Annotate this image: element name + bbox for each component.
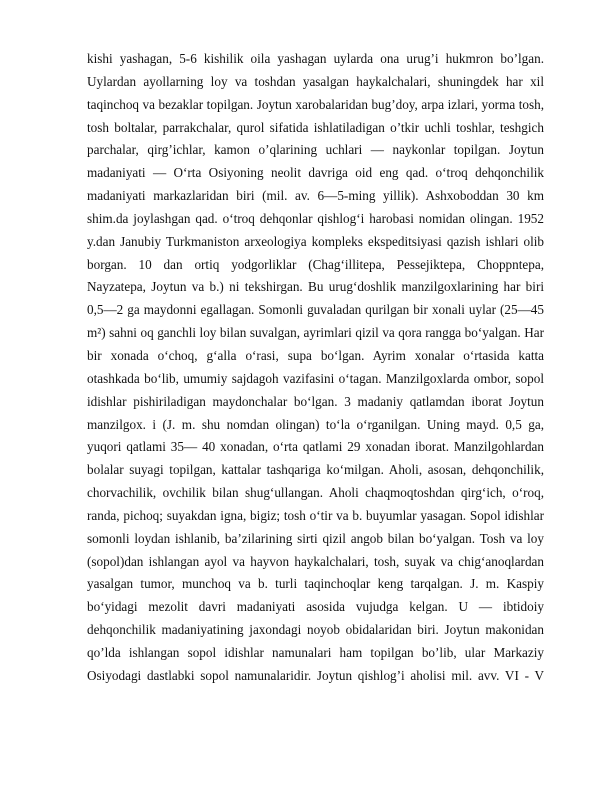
text-line: tosh boltalar, parrakchalar, qurol sifatida ishlatiladigan o’tkir uchli toshlar, teshgich: [87, 119, 544, 135]
text-line: m²) sahni oq ganchli loy bilan suvalgan, ayrimlari qizil va qora rangga boʻyalgan. Har: [87, 325, 544, 341]
text-line: Nayzatepa, Joytun va b.) ni tekshirgan. Bu urugʻdoshlik manzilgoxlarining har biri: [87, 279, 544, 295]
text-line: bolalar suyagi topilgan, kattalar tashqariga koʻmilgan. Aholi, asosan, dehqonchilik,: [87, 462, 544, 478]
text-line: taqinchoq va bezaklar topilgan. Joytun xarobalaridan bug’doy, arpa izlari, yorma tosh,: [87, 96, 544, 112]
text-line: (sopol)dan ishlangan ayol va hayvon haykalchalari, tosh, suyak va chigʻanoqlardan: [87, 553, 544, 569]
text-line: yuqori qatlami 35— 40 xonadan, oʻrta qatlami 29 xonadan iborat. Manzilgohlardan: [87, 439, 544, 455]
text-line: idishlar pishiriladigan maydonchalar boʻlgan. 3 madaniy qatlamdan iborat Joytun: [87, 393, 544, 409]
text-line: bir xonada oʻchoq, gʻalla oʻrasi, supa boʻlgan. Ayrim xonalar oʻrtasida katta: [87, 347, 544, 363]
text-line: manzilgox. i (J. m. shu nomdan olingan) toʻla oʻrganilgan. Uning mayd. 0,5 ga,: [87, 416, 544, 432]
text-line: y.dan Janubiy Turkmaniston arxeologiya kompleks ekspeditsiyasi qazish ishlari olib: [87, 233, 544, 249]
text-line: borgan. 10 dan ortiq yodgorliklar (Chagʻillitepa, Pessejiktepa, Choppntepa,: [87, 256, 544, 272]
text-line: parchalar, qirg’ichlar, kamon o’qlarining uchlari — naykonlar topilgan. Joytun: [87, 142, 544, 158]
text-line: 0,5—2 ga maydonni egallagan. Somonli guvaladan qurilgan bir xonali uylar (25—45: [87, 302, 544, 318]
document-body: [87, 48, 544, 688]
text-line: kishi yashagan, 5-6 kishilik oila yashagan uylarda ona urug’i hukmron bo’lgan.: [87, 51, 544, 66]
text-line: madaniyati — Oʻrta Osiyoning neolit davriga oid eng qad. oʻtroq dehqonchilik: [87, 165, 544, 181]
text-line: shim.da joylashgan qad. oʻtroq dehqonlar qishlogʻi harobasi nomidan olingan. 1952: [87, 210, 544, 226]
text-line: qo’lda ishlangan sopol idishlar namunalari ham topilgan bo’lib, ular Markaziy: [87, 644, 544, 660]
text-line: Uylardan ayollarning loy va toshdan yasalgan haykalchalari, shuningdek har xil: [87, 73, 544, 89]
text-line: otashkada boʻlib, umumiy sajdagoh vazifasini oʻtagan. Manzilgoxlarda ombor, sopol: [87, 370, 544, 386]
text-line: dehqonchilik madaniyatining jaxondagi noyob obidalaridan biri. Joytun makonidan: [87, 622, 544, 638]
text-line: randa, pichoq; suyakdan igna, bigiz; tosh oʻtir va b. buyumlar yasagan. Sopol idishlar: [87, 507, 544, 523]
text-line: yasalgan tumor, munchoq va b. turli taqinchoqlar keng tarqalgan. J. m. Kaspiy: [87, 576, 544, 592]
text-line: somonli loydan ishlanib, baʼzilarining sirti qizil angob bilan boʻyalgan. Tosh va loy: [87, 530, 544, 546]
text-line: madaniyati markazlaridan biri (mil. av. 6—5-ming yillik). Ashxoboddan 30 km: [87, 188, 544, 204]
text-line: boʻyidagi mezolit davri madaniyati asosida vujudga kelgan. U — ibtidoiy: [87, 599, 544, 615]
text-line: chorvachilik, ovchilik bilan shugʻullangan. Aholi chaqmoqtoshdan qirgʻich, oʻroq,: [87, 485, 544, 501]
text-line: Osiyodagi dastlabki sopol namunalaridir. Joytun qishlog’i aholisi mil. avv. VI - V: [87, 667, 544, 683]
